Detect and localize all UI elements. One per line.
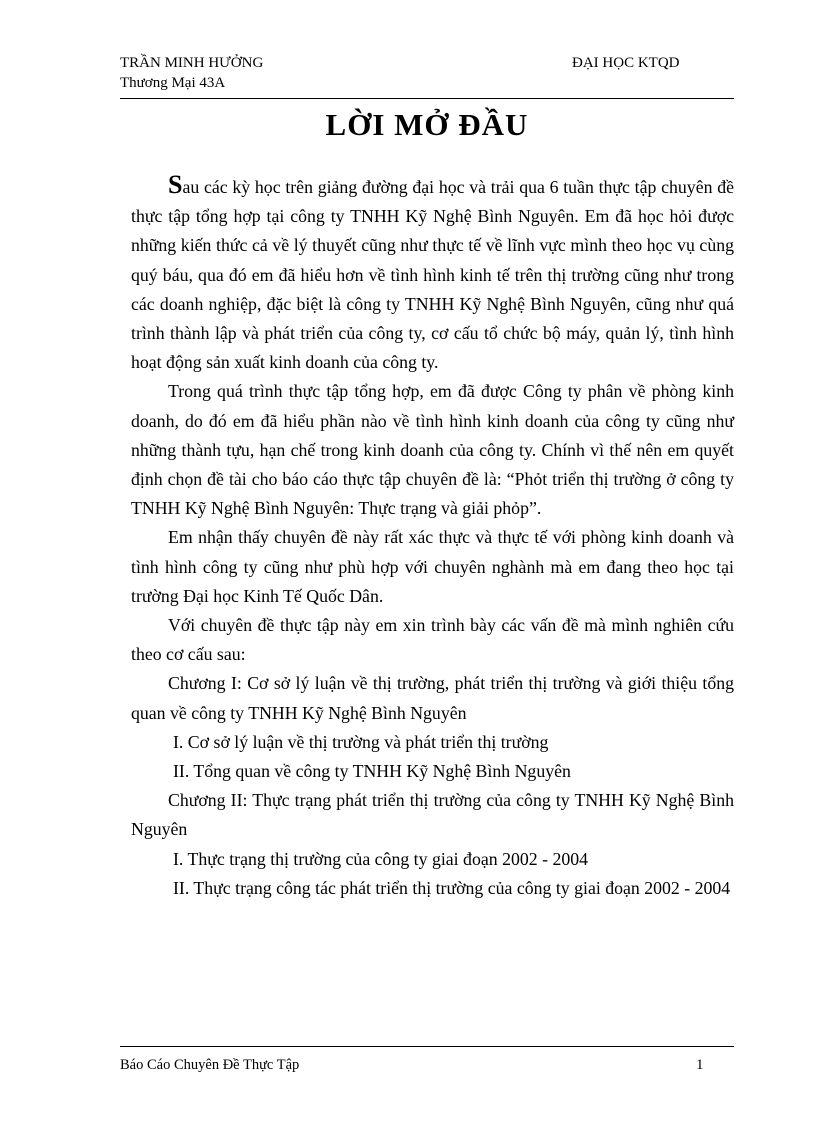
paragraph-1 [131, 170, 734, 377]
paragraph-4: Với chuyên đề thực tập này em xin trình bày các vấn đề mà mình nghiên cứu theo cơ cấu sau: [131, 615, 734, 665]
document-body [131, 170, 734, 903]
chapter-2: Chương II: Thực trạng phát triển thị trường của công ty TNHH Kỹ Nghệ Bình Nguyên [131, 790, 734, 840]
header-divider [120, 98, 734, 99]
chapter-2-item-2: II. Thực trạng công tác phát triển thị trường của công ty giai đoạn 2002 - 2004 [173, 877, 731, 898]
page-title: LỜI MỞ ĐẦU [325, 107, 529, 142]
paragraph-2: Trong quá trình thực tập tổng hợp, em đã được Công ty phân về phòng kinh doanh, do đó em đã hiểu phần nào về tình hình kinh doanh của công ty cũng như những thành tựu, hạn chế trong kinh doanh của công ty. Chính vì thế nên em quyết định chọn đề tài cho báo cáo thực tập chuyên đề là: “Phỏt triển thị trường ở công ty TNHH Kỹ Nghệ Bình Nguyên: Thực trạng và giải phỏp”. [131, 381, 734, 519]
header-left [120, 53, 263, 93]
chapter-1-item-2: II. Tổng quan về công ty TNHH Kỹ Nghệ Bình Nguyên [173, 761, 571, 782]
paragraph-3: Em nhận thấy chuyên đề này rất xác thực và thực tế với phòng kinh doanh và tình hình công ty cũng như phù hợp với chuyên nghành mà em đang theo học tại trường Đại học Kinh Tế Quốc Dân. [131, 527, 734, 606]
footer-divider [120, 1046, 734, 1047]
footer-report-title: Báo Cáo Chuyên Đề Thực Tập [120, 1057, 300, 1073]
paragraph-1-text: au các kỳ học trên giảng đường đại học và trải qua 6 tuần thực tập chuyên đề thực tập tổng hợp tại công ty TNHH Kỹ Nghệ Bình Nguyên. Em đã học hỏi được những kiến thức cả về lý thuyết cũng như thực tế về lĩnh vực mình theo học vụ cùng quý báu, qua đó em đã hiểu hơn về tình hình kinh tế trên thị trường cũng như trong các doanh nghiệp, đặc biệt là công ty TNHH Kỹ Nghệ Bình Nguyên, cũng như quá trình thành lập và phát triển của công ty, cơ cấu tổ chức bộ máy, quản lý, tình hình hoạt động sản xuất kinh doanh của công ty. [131, 177, 734, 373]
author-name: TRẦN MINH HƯỞNG [120, 55, 264, 71]
university-name: ĐẠI HỌC KTQD [572, 55, 680, 71]
class-name: Thương Mại 43A [120, 75, 226, 91]
chapter-1-item-1: I. Cơ sở lý luận về thị trường và phát triển thị trường [173, 731, 549, 752]
chapter-1: Chương I: Cơ sở lý luận về thị trường, phát triển thị trường và giới thiệu tổng quan về công ty TNHH Kỹ Nghệ Bình Nguyên [131, 673, 734, 723]
page-number: 1 [696, 1057, 704, 1073]
chapter-2-item-1: I. Thực trạng thị trường của công ty giai đoạn 2002 - 2004 [173, 848, 589, 869]
drop-cap: S [168, 170, 183, 199]
